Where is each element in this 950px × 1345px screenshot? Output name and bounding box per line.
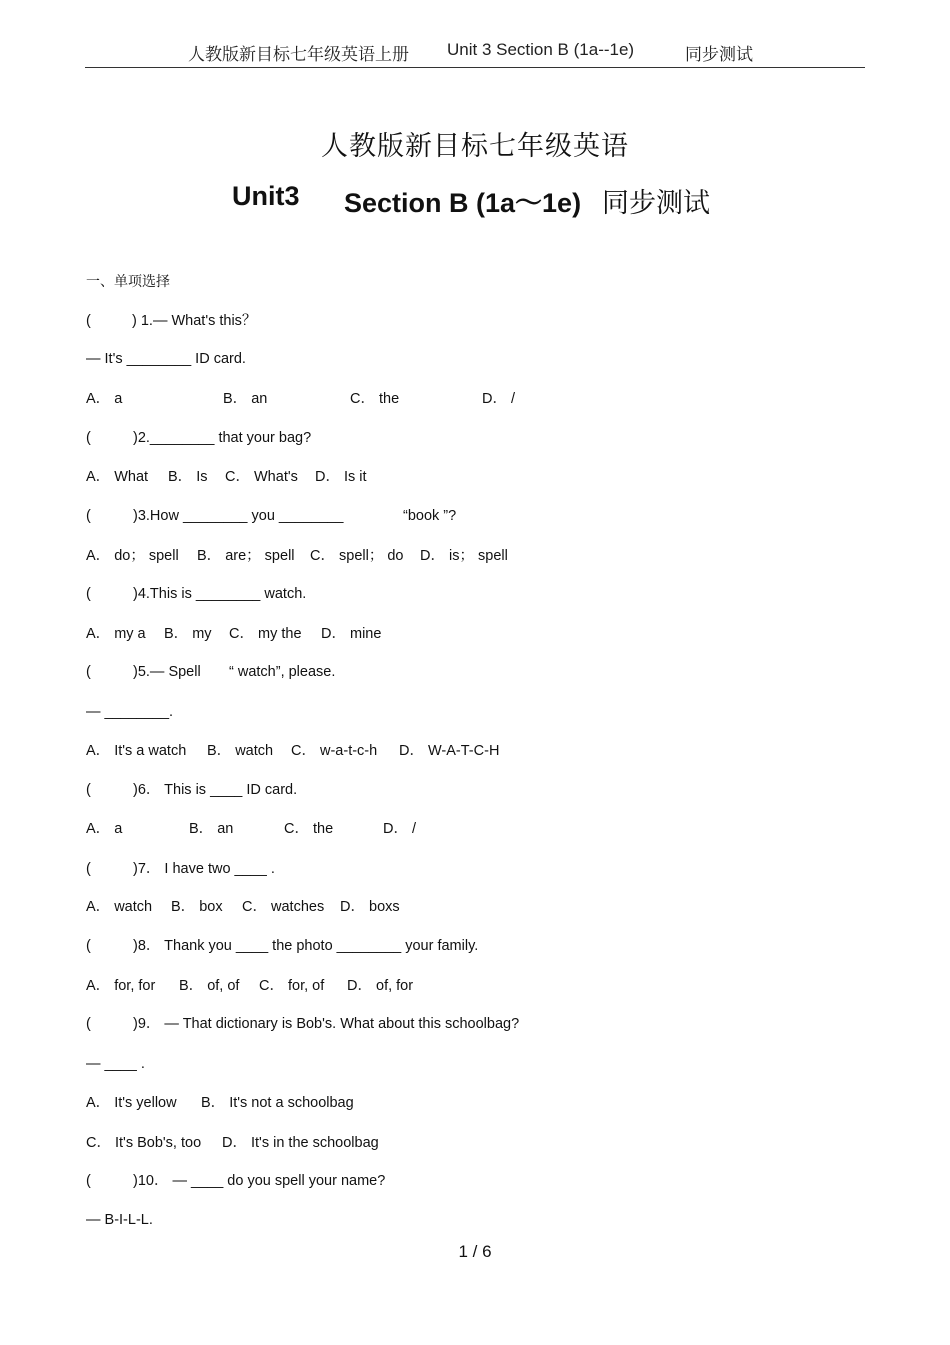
answer-line-5	[86, 702, 174, 722]
answer-bracket: (	[86, 508, 91, 524]
option-b: B． my	[164, 626, 212, 642]
options-line-9a	[86, 1093, 354, 1113]
option-a: A． do； spell	[86, 548, 179, 564]
question-line-3	[86, 506, 457, 526]
question-line-8	[86, 936, 479, 956]
question-text: )8． Thank you ____ the photo ________ your family.	[133, 938, 479, 954]
option-d: D． /	[383, 821, 417, 837]
option-c: C． It's Bob's, too	[86, 1135, 202, 1151]
question-line-10	[86, 1171, 386, 1191]
question-text: — ____ .	[86, 1056, 145, 1072]
options-line-8	[86, 976, 414, 996]
options-line-7	[86, 897, 400, 917]
question-text: )5.— Spell	[133, 664, 201, 680]
option-d: D． It's in the schoolbag	[222, 1135, 379, 1151]
option-c: C． the	[284, 821, 334, 837]
option-d: D． Is it	[315, 469, 367, 485]
option-d: D． boxs	[340, 899, 400, 915]
option-c: C． the	[350, 391, 400, 407]
option-d: D． W-A-T-C-H	[399, 743, 500, 759]
option-c: C． w-a-t-c-h	[291, 743, 378, 759]
answer-line-1	[86, 349, 246, 369]
answer-bracket: (	[86, 664, 91, 680]
running-header-label: 同步测试	[685, 45, 753, 64]
option-a: A． It's a watch	[86, 743, 187, 759]
option-d: D． is； spell	[420, 548, 508, 564]
question-text: )3.How ________ you ________	[133, 508, 344, 524]
options-line-4	[86, 624, 382, 644]
page-number: 1 / 6	[458, 1242, 492, 1261]
question-line-1	[86, 311, 257, 331]
option-b: B． an	[223, 391, 268, 407]
option-c: C． What's	[225, 469, 298, 485]
options-line-9b	[86, 1133, 379, 1153]
question-line-2	[86, 428, 312, 448]
option-a: A． watch	[86, 899, 153, 915]
title-section: Section B (1a～1e)	[344, 188, 582, 218]
option-d: D． /	[482, 391, 516, 407]
question-line-6	[86, 780, 298, 800]
option-a: A． It's yellow	[86, 1095, 177, 1111]
option-b: B． are； spell	[197, 548, 295, 564]
options-line-1	[86, 389, 516, 409]
question-line-5	[86, 662, 336, 682]
title-suffix: 同步测试	[602, 188, 710, 218]
option-c: C． watches	[242, 899, 325, 915]
answer-line-9	[86, 1054, 145, 1074]
question-text: — B-I-L-L.	[86, 1212, 153, 1228]
running-header-unit: Unit 3 Section B (1a--1e)	[447, 40, 635, 59]
title-unit: Unit3	[232, 181, 300, 211]
option-d: D． of, for	[347, 978, 414, 994]
answer-bracket: (	[86, 1016, 91, 1032]
question-text: )2.________ that your bag?	[133, 430, 312, 446]
answer-bracket: (	[86, 1173, 91, 1189]
question-text: )6． This is ____ ID card.	[133, 782, 298, 798]
option-d: D． mine	[321, 626, 382, 642]
question-text: ) 1.— What's this？	[132, 313, 257, 329]
answer-bracket: (	[86, 861, 91, 877]
header-rule	[85, 67, 865, 68]
options-line-2	[86, 467, 367, 487]
option-b: B． of, of	[179, 978, 240, 994]
option-b: B． box	[171, 899, 223, 915]
option-c: C． for, of	[259, 978, 325, 994]
option-a: A． a	[86, 391, 123, 407]
options-line-6	[86, 819, 417, 839]
option-a: A． for, for	[86, 978, 156, 994]
answer-line-10	[86, 1210, 153, 1230]
answer-bracket: (	[86, 313, 91, 329]
option-b: B． It's not a schoolbag	[201, 1095, 354, 1111]
option-c: C． my the	[229, 626, 302, 642]
question-text: — It's ________ ID card.	[86, 351, 246, 367]
question-text: )7． I have two ____ .	[133, 861, 275, 877]
running-header	[85, 38, 865, 66]
question-text: )10． — ____ do you spell your name?	[133, 1173, 386, 1189]
question-line-7	[86, 859, 275, 879]
option-b: B． watch	[207, 743, 274, 759]
question-line-9	[86, 1014, 520, 1034]
question-line-4	[86, 584, 307, 604]
answer-bracket: (	[86, 430, 91, 446]
option-a: A． my a	[86, 626, 146, 642]
document-title: 人教版新目标七年级英语	[321, 131, 629, 161]
question-text: )4.This is ________ watch.	[133, 586, 307, 602]
option-c: C． spell； do	[310, 548, 404, 564]
question-quote: “ watch”, please.	[229, 664, 336, 680]
running-header-title: 人教版新目标七年级英语上册	[188, 45, 409, 64]
option-a: A． What	[86, 469, 149, 485]
options-line-3	[86, 546, 508, 566]
option-b: B． Is	[168, 469, 208, 485]
option-a: A． a	[86, 821, 123, 837]
options-line-5	[86, 741, 500, 761]
option-b: B． an	[189, 821, 234, 837]
question-text: — ________.	[86, 704, 174, 720]
answer-bracket: (	[86, 782, 91, 798]
section-heading: 一、单项选择	[86, 273, 170, 289]
answer-bracket: (	[86, 586, 91, 602]
question-quote: “book ”?	[403, 508, 457, 524]
answer-bracket: (	[86, 938, 91, 954]
question-text: )9． — That dictionary is Bob's. What about this schoolbag?	[133, 1016, 520, 1032]
